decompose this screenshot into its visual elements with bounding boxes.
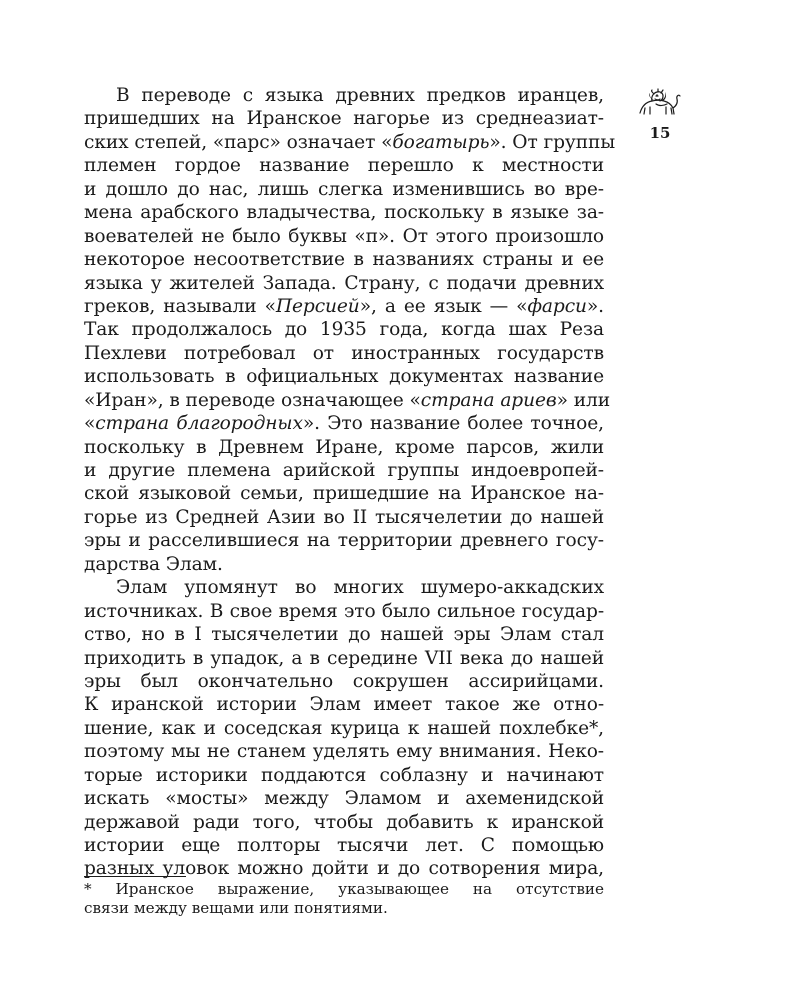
- paragraph-1-line: [84, 436, 604, 459]
- footnote-line: [84, 880, 604, 899]
- italic-text: Персией: [275, 295, 360, 317]
- text-segment: ».: [586, 295, 604, 317]
- text-segment: и другие племена арийской группы индоевропей-: [84, 460, 604, 481]
- paragraph-1-line: [84, 154, 604, 177]
- italic-text: богатырь: [392, 131, 490, 153]
- paragraph-1-line: [84, 178, 604, 201]
- paragraph-1-line: [84, 529, 604, 552]
- paragraph-1-line: [84, 459, 604, 482]
- paragraph-1-line: [84, 506, 604, 529]
- text-segment: горье из Средней Азии во II тысячелетии до нашей: [84, 506, 604, 528]
- text-segment: эры и расселившиеся на территории древнего госу-: [84, 530, 604, 552]
- text-segment: племен гордое название перешло к местности: [84, 155, 604, 177]
- paragraph-2-line: [84, 647, 604, 670]
- paragraph-2-line: [84, 811, 604, 834]
- text-segment: » или: [556, 389, 611, 411]
- paragraph-2-line: [84, 740, 604, 763]
- text-segment: приходить в упадок, а в середине VII века до нашей: [84, 647, 604, 669]
- text-segment: ских степей, «парс» означает «: [84, 131, 393, 153]
- text-segment: поскольку в Древнем Иране, кроме парсов, жили: [84, 436, 604, 458]
- footnote-line: [84, 899, 604, 918]
- paragraph-1-line: [84, 248, 604, 271]
- text-segment: * Иранское выражение, указывающее на отсутствие: [84, 880, 604, 898]
- italic-text: страна ариев: [420, 389, 557, 411]
- paragraph-2-line: [84, 764, 604, 787]
- text-segment: истории еще полторы тысячи лет. С помощью: [84, 835, 604, 856]
- paragraph-1-line: [84, 318, 604, 341]
- text-segment: разных уловок можно дойти и до сотворения мира,: [84, 858, 604, 880]
- paragraph-2-line: [84, 670, 604, 693]
- text-segment: воевателей не было буквы «п». От этого произошло: [84, 225, 604, 247]
- lion-emblem-icon: [636, 88, 682, 118]
- text-segment: ство, но в I тысячелетии до нашей эры Элам стал: [84, 624, 604, 646]
- paragraph-2-line: [84, 576, 604, 599]
- paragraph-1-line: [84, 84, 604, 107]
- paragraph-2-line: [84, 600, 604, 623]
- paragraph-1-line: [84, 412, 604, 435]
- text-segment: торые историки поддаются соблазну и начинают: [84, 764, 604, 786]
- paragraph-2-line: [84, 787, 604, 810]
- text-segment: эры был окончательно сокрушен ассирийцами.: [84, 670, 604, 692]
- text-segment: некоторое несоответствие в названиях страны и ее: [84, 249, 604, 271]
- paragraph-1-line: [84, 389, 611, 412]
- text-segment: Пехлеви потребовал от иностранных государств: [84, 342, 604, 364]
- text-segment: К иранской истории Элам имеет такое же отно-: [84, 694, 604, 716]
- paragraph-1-line: [84, 107, 604, 130]
- text-segment: Элам упомянут во многих шумеро-аккадских: [116, 577, 604, 599]
- text-segment: источниках. В свое время это было сильное государ-: [84, 600, 604, 622]
- paragraph-2: [84, 576, 604, 881]
- paragraph-1-line: [84, 131, 616, 154]
- paragraph-2-line: [84, 717, 604, 740]
- text-segment: пришедших на Иранское нагорье из среднеазиат-: [84, 108, 604, 130]
- text-segment: «Иран», в переводе означающее «: [84, 389, 421, 411]
- footnote-divider: [84, 876, 186, 877]
- paragraph-1-line: [84, 342, 604, 365]
- text-segment: поэтому мы не станем уделять ему внимания. Неко-: [84, 741, 604, 763]
- paragraph-1-line: [84, 553, 604, 576]
- paragraph-1-line: [84, 225, 604, 248]
- paragraph-1-line: [84, 365, 604, 388]
- text-segment: В переводе с языка древних предков иранцев,: [116, 85, 604, 106]
- text-segment: «: [84, 413, 96, 435]
- paragraph-2-line: [84, 857, 604, 880]
- text-segment: использовать в официальных документах название: [84, 366, 604, 388]
- text-segment: и дошло до нас, лишь слегка изменившись во вре-: [84, 178, 604, 200]
- text-segment: искать «мосты» между Эламом и ахеменидской: [84, 788, 604, 810]
- text-segment: Так продолжалось до 1935 года, когда шах Реза: [84, 319, 604, 341]
- paragraph-2-line: [84, 693, 604, 716]
- paragraph-1-line: [84, 201, 604, 224]
- text-segment: ской языковой семьи, пришедшие на Иранское на-: [84, 483, 604, 505]
- text-segment: языка у жителей Запада. Страну, с подачи древних: [84, 272, 604, 294]
- text-segment: мена арабского владычества, поскольку в языке за-: [84, 202, 604, 224]
- paragraph-1-line: [84, 272, 604, 295]
- paragraph-1-line: [84, 295, 604, 318]
- paragraph-1-line: [84, 482, 604, 505]
- body-text: [84, 84, 616, 881]
- text-segment: ». Это название более точное,: [302, 413, 604, 435]
- italic-text: фарси: [527, 295, 587, 317]
- text-segment: », а ее язык — «: [359, 295, 528, 317]
- text-segment: связи между вещами или понятиями.: [84, 898, 388, 917]
- text-segment: дарства Элам.: [84, 553, 223, 575]
- text-segment: греков, называли «: [84, 295, 276, 317]
- text-segment: державой ради того, чтобы добавить к иранской: [84, 811, 604, 833]
- paragraph-2-line: [84, 623, 604, 646]
- text-segment: ». От группы: [489, 131, 616, 153]
- page-number: 15: [649, 124, 671, 142]
- text-segment: шение, как и соседская курица к нашей похлебке*,: [84, 717, 604, 739]
- paragraph-1: [84, 84, 616, 576]
- footnote: [84, 880, 604, 917]
- italic-text: страна благородных: [95, 413, 303, 435]
- paragraph-2-line: [84, 834, 604, 857]
